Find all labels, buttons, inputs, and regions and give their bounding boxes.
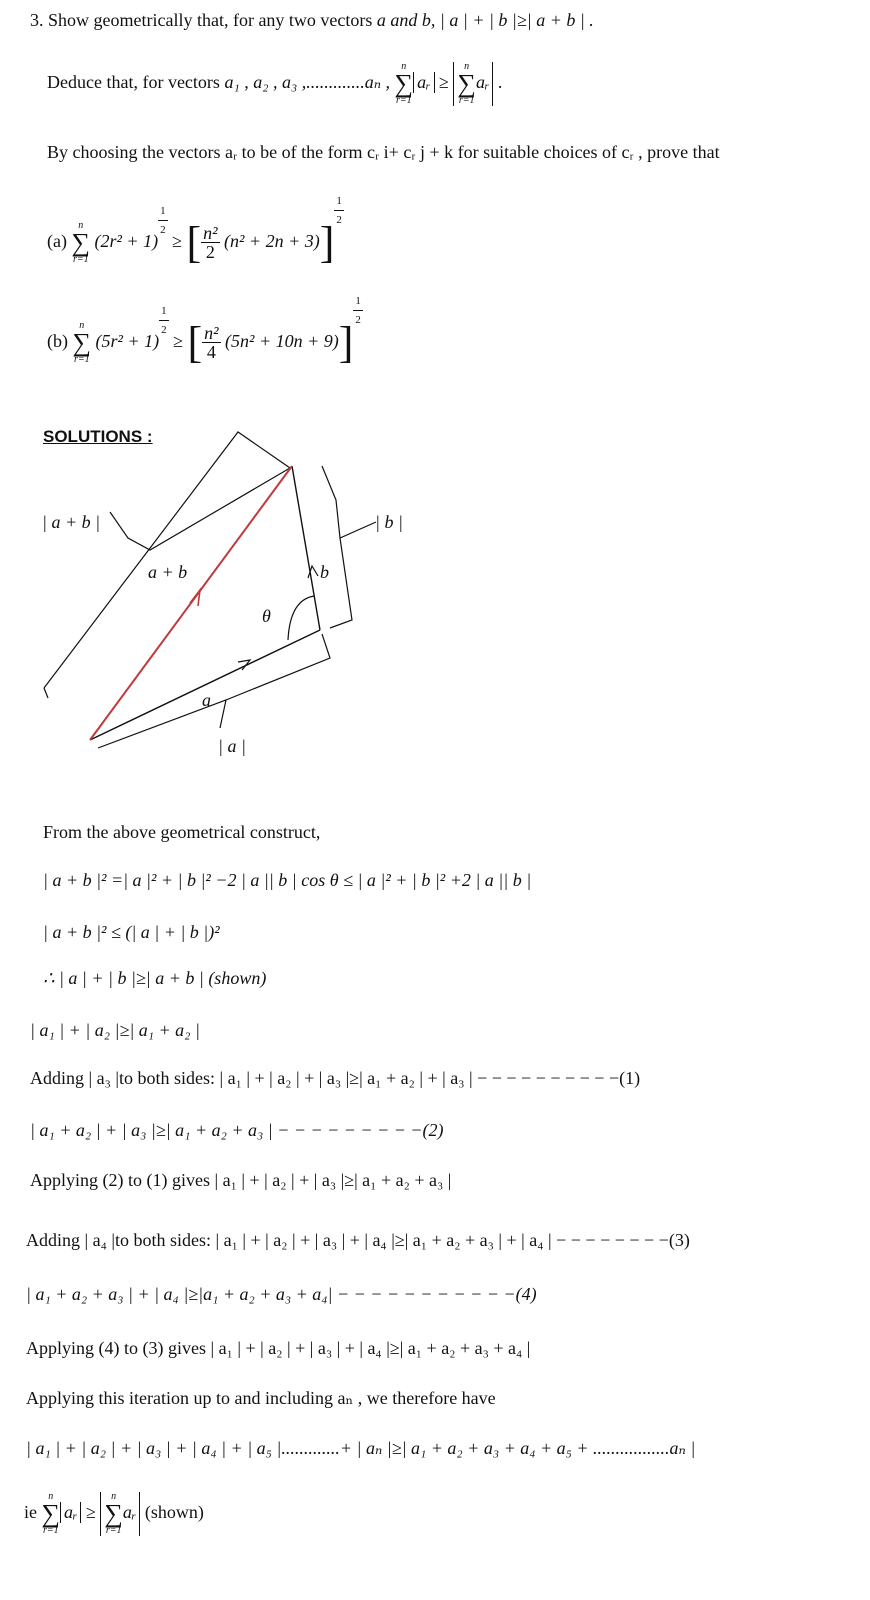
sum-body: aᵣ [122,1502,137,1523]
half-den: 2 [355,314,361,326]
sum-upper-limit: n [111,1491,117,1502]
theta-arc [288,596,314,640]
label-a: a [202,690,211,710]
part-b-frac [202,324,220,361]
solutions-heading: SOLUTIONS : [43,427,153,446]
deduce-intro: Deduce that, for vectors [47,72,220,93]
brace-a [98,634,330,748]
deduce-vectors: a₁ , a₂ , a₃ ,.............aₙ , [224,72,391,93]
sum-lower-limit: r=1 [458,95,475,106]
sum-body: aᵣ [413,72,434,93]
sum-upper-limit: n [48,1491,54,1502]
label-sum: a + b [148,562,188,582]
sum-symbol: n ∑ r=1 [72,319,92,365]
sum-body: aᵣ [475,72,490,93]
equation-2: | a + b |² ≤ (| a | + | b |)² [43,922,220,942]
exponent-half [334,192,344,229]
label-theta: θ [262,606,271,626]
vector-diagram [0,420,870,770]
half-den: 2 [336,214,342,226]
sum-lower-limit: r=1 [42,1525,59,1536]
label-a-abs: | a | [218,736,246,756]
sum-upper-limit: n [464,61,470,72]
part-a-frac [201,224,219,261]
sum-symbol: n ∑ r=1 [41,1491,61,1536]
label-sum-abs: | a + b | [42,512,101,532]
step-6: | a₁ + a₂ + a₃ | + | a₄ |≥|a₁ + a₂ + a₃ + a₄| − − − − − − − − − − −(4) [26,1284,537,1304]
choose-line: By choosing the vectors aᵣ to be of the form cᵣ i+ cᵣ j + k for suitable choices of cᵣ , prove that [47,142,720,162]
part-b-lhs: (5r² + 1) [95,331,160,351]
part-a: (a) n ∑ r=1 (2r² + 1) $\frac{1}{2}$ ≥ [ $\frac{\text{n²}}{2}$ (n² + 2n + 3)] $\frac{1}{2}$ [47,192,344,265]
exponent-half [159,302,169,339]
sum-symbol: n ∑ r=1 [394,61,414,106]
question-intro-line [30,10,594,31]
half-den: 2 [160,224,166,236]
half-den: 2 [161,324,167,336]
part-b: (b) n ∑ r=1 (5r² + 1) $\frac{1}{2}$ ≥ [ $\frac{\text{n²}}{4}$ (5n² + 10n + 9)] $\frac{1}{2}$ [47,292,363,365]
question-vars: a and b, [376,10,436,30]
sum-symbol: n ∑ r=1 [457,61,476,106]
brace-a-plus-b [44,432,290,688]
part-b-frac-num: n² [204,323,219,344]
sum-lower-limit: r=1 [73,353,90,365]
sum-symbol: n ∑ r=1 [71,219,91,265]
exponent-half [353,292,363,329]
final-prefix: ie [24,1502,37,1523]
label-b: b [320,562,329,582]
part-b-label: (b) [47,331,68,351]
exponent-half [158,202,168,239]
step-9: | a₁ | + | a₂ | + | a₃ | + | a₄ | + | a₅ |.............+ | aₙ |≥| a₁ + a₂ + a₃ + a₄ + a₅ + .................aₙ | [26,1438,696,1458]
part-a-frac-num: n² [203,223,218,244]
part-a-lhs: (2r² + 1) [94,231,159,251]
from-line: From the above geometrical construct, [43,822,321,842]
part-a-rhs: (n² + 2n + 3) [224,231,320,251]
half-num: 1 [158,202,168,221]
final-suffix: (shown) [144,1502,204,1523]
sum-upper-limit: n [79,319,85,331]
step-4: Applying (2) to (1) gives | a₁ | + | a₂ | + | a₃ |≥| a₁ + a₂ + a₃ | [30,1170,452,1190]
sum-upper-limit: n [78,219,84,231]
sum-body: aᵣ [60,1502,81,1523]
question-inequality: | a | + | b |≥| a + b | . [439,10,594,30]
half-num: 1 [353,292,363,311]
sum-lower-limit: r=1 [72,253,89,265]
step-1: | a₁ | + | a₂ |≥| a₁ + a₂ | [30,1020,200,1040]
label-b-abs: | b | [375,512,403,532]
deduce-line: Deduce that, for vectors a₁ , a₂ , a₃ ,.............aₙ , n ∑ r=1 aᵣ ≥ n ∑ r=1 aᵣ . [47,61,503,106]
sum-lower-limit: r=1 [395,95,412,106]
sum-symbol: n ∑ r=1 [104,1491,123,1536]
step-7: Applying (4) to (3) gives | a₁ | + | a₂ | + | a₃ | + | a₄ |≥| a₁ + a₂ + a₃ + a₄ | [26,1338,531,1358]
vector-a [90,630,320,740]
sum-lower-limit: r=1 [105,1525,122,1536]
equation-1: | a + b |² =| a |² + | b |² −2 | a || b | cos θ ≤ | a |² + | b |² +2 | a || b | [43,870,532,890]
half-num: 1 [334,192,344,211]
sum-upper-limit: n [401,61,407,72]
question-intro-text: 3. Show geometrically that, for any two vectors [30,10,373,30]
final-line: ie n ∑ r=1 aᵣ ≥ n ∑ r=1 aᵣ (shown) [24,1491,204,1536]
step-8: Applying this iteration up to and including aₙ , we therefore have [26,1388,496,1408]
step-3: | a₁ + a₂ | + | a₃ |≥| a₁ + a₂ + a₃ | − − − − − − − − −(2) [30,1120,444,1140]
vector-b [292,466,320,630]
equation-3: ∴ | a | + | b |≥| a + b | (shown) [43,968,267,988]
part-b-rhs: (5n² + 10n + 9) [225,331,339,351]
brace-b [322,466,376,538]
step-5: Adding | a₄ |to both sides: | a₁ | + | a₂ | + | a₃ | + | a₄ |≥| a₁ + a₂ + a₃ | + | a₄ | − − − − − − − −(3) [26,1230,690,1250]
part-b-frac-den: 4 [206,342,216,363]
step-2: Adding | a₃ |to both sides: | a₁ | + | a₂ | + | a₃ |≥| a₁ + a₂ | + | a₃ | − − − − − − − − − −(1) [30,1068,641,1088]
half-num: 1 [159,302,169,321]
part-a-label: (a) [47,231,67,251]
part-a-frac-den: 2 [205,242,215,263]
